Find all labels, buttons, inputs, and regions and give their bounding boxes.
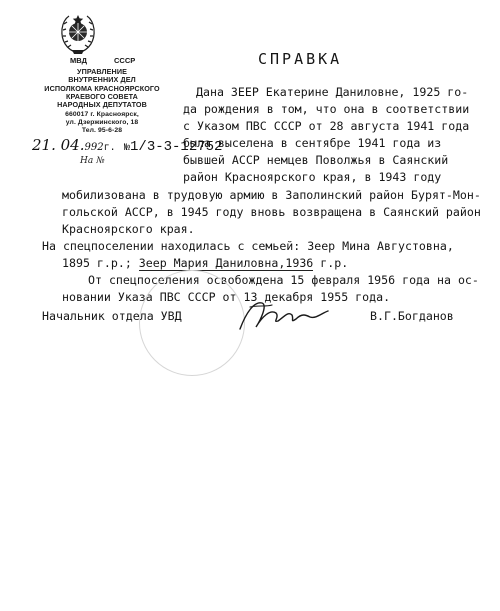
letterhead-street: ул. Дзержинского, 18 — [65, 119, 139, 126]
body-line: мобилизована в трудовую армию в Заполинский район Бурят-Мон- — [62, 188, 481, 202]
number-prefix: № — [124, 143, 131, 154]
family-line: На спецпоселении находилась с семьей: Зеер Мина Августовна, — [42, 239, 454, 253]
family-line-pre: 1895 г.р.; — [62, 256, 139, 270]
release-line: От спецпоселения освобождена 15 февраля 1956 года на ос- — [88, 273, 479, 287]
body-line: район Красноярского края, в 1943 году — [183, 170, 442, 184]
letterhead-line: КРАЕВОГО СОВЕТА — [66, 92, 138, 101]
release-line: новании Указа ПВС СССР от 13 декабря 1955 года. — [62, 290, 391, 304]
body-line: Красноярского края. — [62, 222, 195, 236]
handwritten-year: 992 — [84, 142, 104, 153]
handwritten-signature — [232, 293, 332, 339]
letterhead-phone: Тел. 95-6-28 — [81, 127, 123, 134]
signatory-title: Начальник отдела УВД — [42, 309, 182, 323]
family-line-2 — [62, 255, 348, 272]
number-value: 1/3-3-12752 — [130, 139, 223, 155]
letterhead-address: 660017 г. Красноярск, — [65, 111, 139, 118]
letterhead-line: УПРАВЛЕНИЕ — [77, 67, 127, 76]
body-line: была выселена в сентябре 1941 года из — [183, 136, 442, 150]
ussr-emblem-icon — [58, 12, 98, 58]
body-line: гольской АССР, в 1945 году вновь возвращена в Саянский район — [62, 205, 481, 219]
ministry-left: МВД — [70, 56, 87, 65]
ministry-right: СССР — [114, 56, 136, 65]
body-line: да рождения в том, что она в соответствии — [183, 102, 470, 116]
letterhead-line: ВНУТРЕННИХ ДЕЛ — [68, 75, 136, 84]
letterhead-line: ИСПОЛКОМА КРАСНОЯРСКОГО — [44, 84, 160, 93]
handwritten-date: 21. 04. — [32, 136, 85, 154]
document-title: СПРАВКА — [258, 50, 343, 68]
family-member-underlined: Зеер Мария Даниловна,1936 — [138, 256, 314, 270]
family-line-post: г.р. — [313, 256, 349, 270]
body-line: Дана ЗЕЕР Екатерине Даниловне, 1925 го- — [196, 85, 469, 99]
body-line: бывшей АССР немцев Поволжья в Саянский — [183, 153, 449, 167]
letterhead-ministry — [22, 56, 182, 66]
reference-number: На № — [80, 156, 105, 166]
year-suffix: г. — [103, 143, 116, 154]
body-line: с Указом ПВС СССР от 28 августа 1941 года — [183, 119, 470, 133]
letterhead-line: НАРОДНЫХ ДЕПУТАТОВ — [57, 100, 147, 109]
signatory-name: В.Г.Богданов — [370, 309, 454, 323]
